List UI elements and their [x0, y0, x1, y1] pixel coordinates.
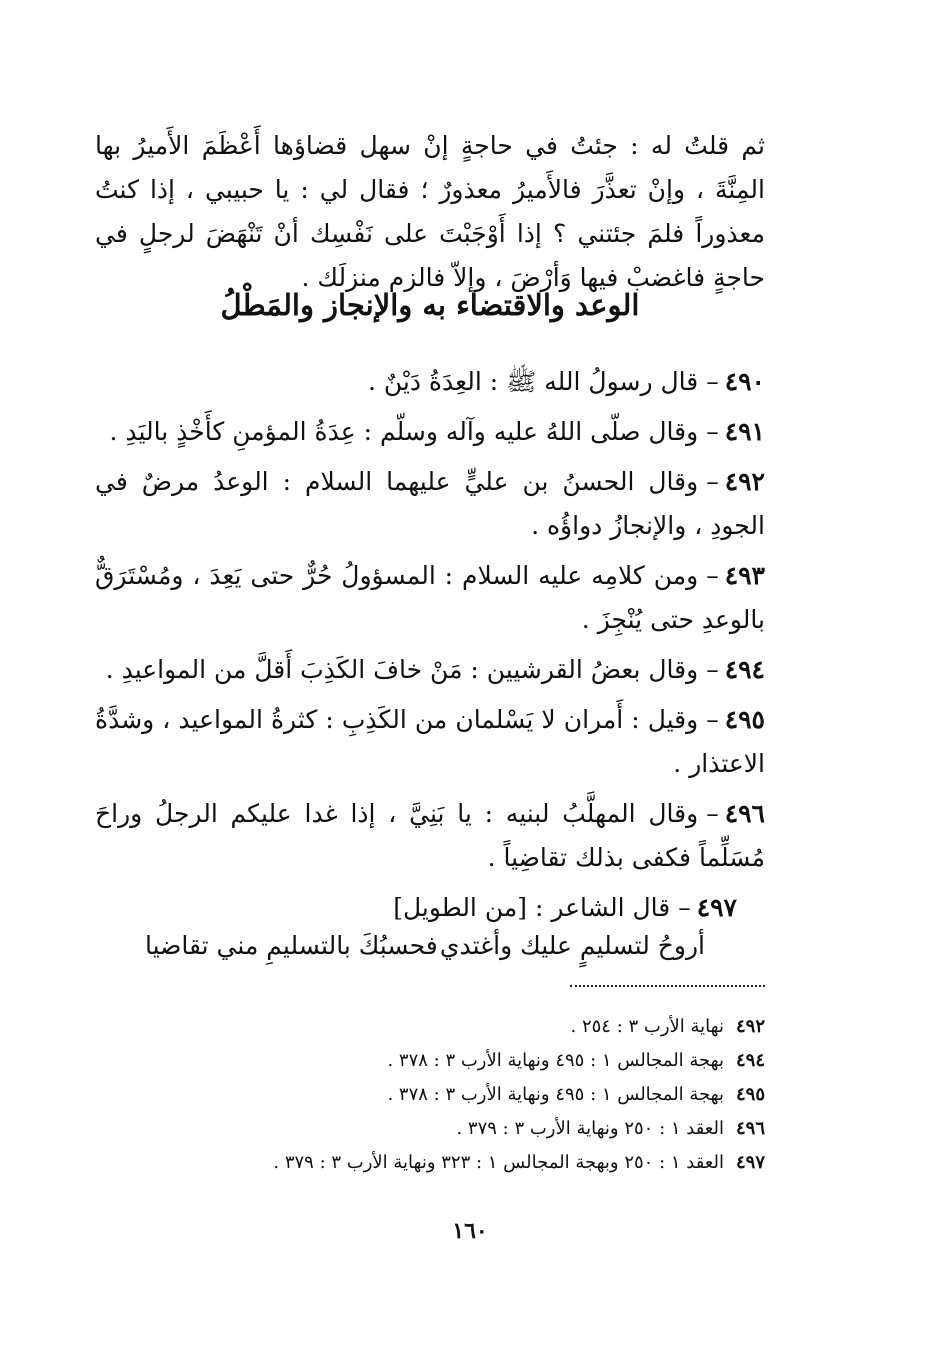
verse-second-hemistich: فحسبُكَ بالتسليمِ مني تقاضيا — [145, 931, 438, 960]
entry-dash: – — [678, 893, 691, 922]
footnote-text: بهجة المجالس ١ : ٤٩٥ ونهاية الأرب ٣ : ٣٧٨ . — [387, 1084, 724, 1105]
entry-dash: – — [706, 655, 719, 684]
entry-493 — [95, 554, 765, 642]
footnote-text: العقد ١ : ٢٥٠ وبهجة المجالس ١ : ٣٢٣ ونهاية الأرب ٣ : ٣٧٩ . — [273, 1152, 724, 1173]
intro-paragraph: ثم قلتُ له : جئتُ في حاجةٍ إنْ سهل قضاؤها أَعْظَمَ الأَميرُ بها المِنَّةَ ، وإنْ تعذَّرَ فالأَميرُ معذورٌ ؛ فقال لي : يا حبيبي ، إذا كنتُ معذوراً فلمَ جئتني ؟ إذا أَوْجَبْتَ على نَفْسِك أنْ تَنْهَضَ لرجلٍ في حاجةٍ فاغضبْ فيها وَأرْضَ ، وإلاّ فالزم منزلَك . — [95, 131, 765, 292]
poem-verse — [145, 924, 705, 968]
entry-491 — [95, 410, 765, 454]
entry-496 — [95, 792, 765, 880]
footnote — [95, 1044, 765, 1078]
entry-494 — [95, 648, 765, 692]
entry-text: وقال الحسنُ بن عليٍّ عليهما السلام : الوعدُ مرضٌ في الجودِ ، والإنجازُ دواؤُه . — [95, 467, 765, 540]
footnote — [95, 1146, 765, 1180]
footnote-text: العقد ١ : ٢٥٠ ونهاية الأرب ٣ : ٣٧٩ . — [456, 1118, 724, 1139]
footnotes — [95, 1010, 765, 1180]
entry-dash: – — [706, 561, 719, 590]
entry-text: قال رسولُ الله ﷺ : العِدَةُ دَيْنٌ . — [367, 367, 699, 396]
verse-first-hemistich: أروحُ لتسليمٍ عليك وأغتدي — [439, 931, 705, 960]
footnote-number: ٤٩٢ — [735, 1016, 765, 1037]
entry-number: ٤٩٧ — [696, 893, 737, 922]
entry-dash: – — [706, 799, 719, 828]
footnote-number: ٤٩٧ — [735, 1152, 765, 1173]
entry-text: وقيل : أَمران لا يَسْلمان من الكَذِبِ : كثرةُ المواعيد ، وشدَّةُ الاعتذار . — [95, 705, 765, 778]
entry-dash: – — [706, 417, 719, 446]
entry-number: ٤٩٣ — [724, 561, 765, 590]
entry-text: قال الشاعر : [من الطويل] — [393, 893, 671, 922]
entry-dash: – — [706, 705, 719, 734]
entries-list — [95, 360, 765, 936]
footnote-number: ٤٩٥ — [735, 1084, 765, 1105]
entry-text: ومن كلامِه عليه السلام : المسؤولُ حُرٌّ حتى يَعِدَ ، ومُسْتَرَقٌّ بالوعدِ حتى يُنْجِزَ . — [95, 561, 765, 634]
entry-495 — [95, 698, 765, 786]
entry-number: ٤٩١ — [724, 417, 765, 446]
entry-number: ٤٩٢ — [724, 467, 765, 496]
footnote-separator — [570, 985, 765, 987]
footnote — [95, 1112, 765, 1146]
footnote-number: ٤٩٤ — [735, 1050, 765, 1071]
footnote — [95, 1010, 765, 1044]
entry-dash: – — [706, 367, 719, 396]
entry-number: ٤٩٦ — [724, 799, 765, 828]
footnote-text: نهاية الأرب ٣ : ٢٥٤ . — [570, 1016, 724, 1037]
entry-number: ٤٩٥ — [724, 705, 765, 734]
page-number: ١٦٠ — [452, 1218, 488, 1244]
footnote-number: ٤٩٦ — [735, 1118, 765, 1139]
entry-text: وقال بعضُ القرشيين : مَنْ خافَ الكَذِبَ أَقلَّ من المواعيدِ . — [105, 655, 699, 684]
entry-number: ٤٩٠ — [724, 367, 765, 396]
footnote-text: بهجة المجالس ١ : ٤٩٥ ونهاية الأرب ٣ : ٣٧٨ . — [387, 1050, 724, 1071]
section-heading: الوعد والاقتضاء به والإنجاز والمَطْلُ — [220, 288, 640, 322]
entry-492 — [95, 460, 765, 548]
entry-text: وقال صلّى اللهُ عليه وآله وسلّم : عِدَةُ المؤمنِ كأَخْذٍ باليَدِ . — [109, 417, 699, 446]
entry-490 — [95, 360, 765, 404]
footnote — [95, 1078, 765, 1112]
entry-number: ٤٩٤ — [724, 655, 765, 684]
entry-text: وقال المهلَّبُ لبنيه : يا بَنِيَّ ، إذا غدا عليكم الرجلُ وراحَ مُسَلِّماً فكفى بذلك تقاضِياً . — [95, 799, 765, 872]
entry-dash: – — [706, 467, 719, 496]
